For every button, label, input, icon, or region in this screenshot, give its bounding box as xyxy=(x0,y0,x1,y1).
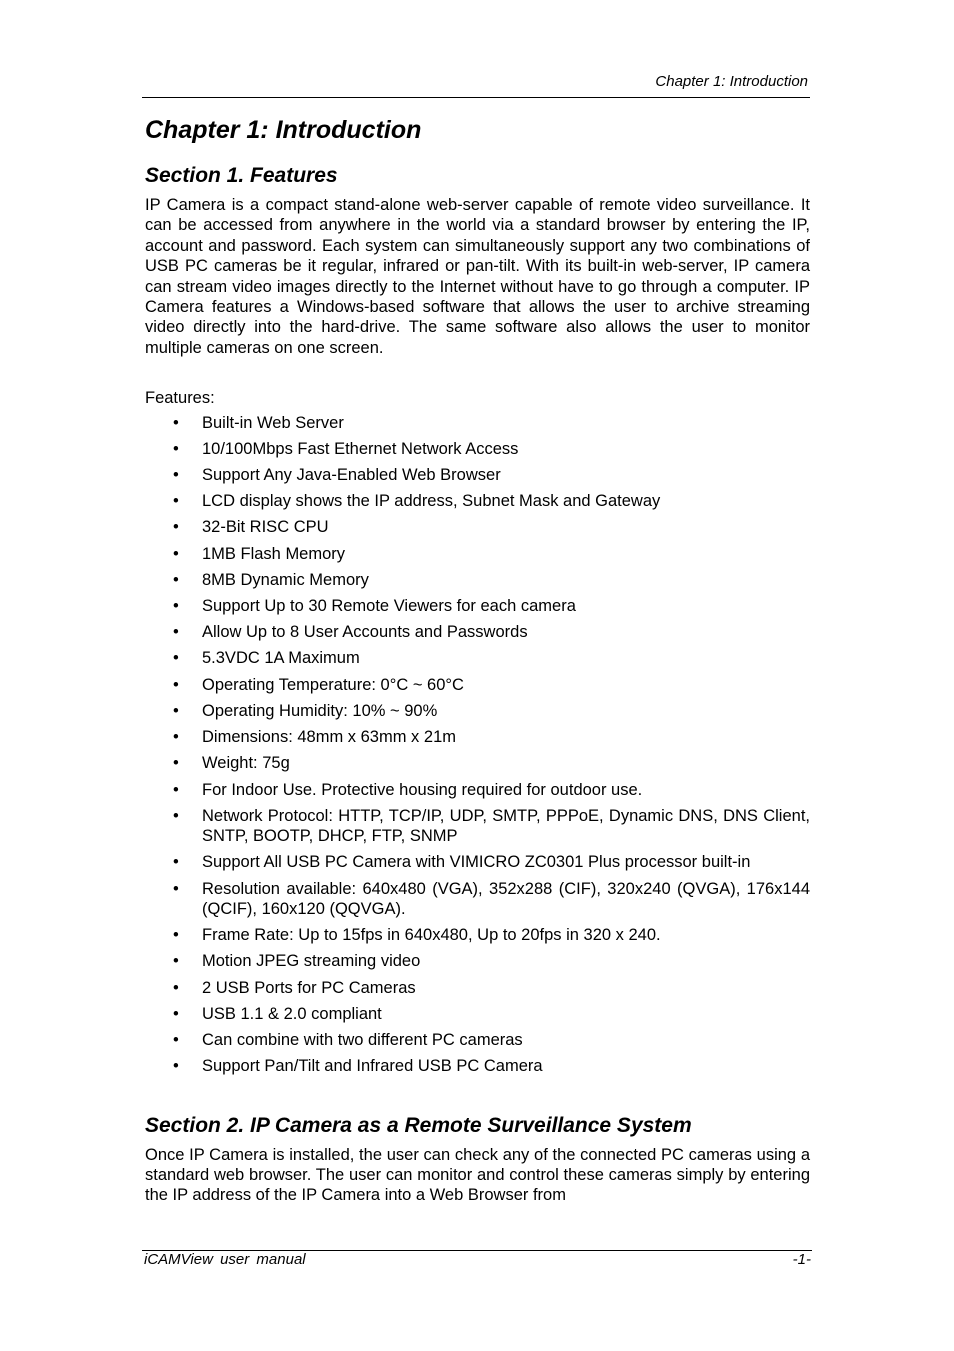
bullet-icon: • xyxy=(173,853,179,872)
bullet-icon: • xyxy=(173,926,179,945)
feature-item xyxy=(145,806,810,847)
bullet-icon: • xyxy=(173,1057,179,1076)
feature-item xyxy=(145,675,810,695)
bullet-icon: • xyxy=(173,675,179,694)
feature-item xyxy=(145,727,810,747)
bullet-icon: • xyxy=(173,1004,179,1023)
feature-item xyxy=(145,465,810,485)
feature-text: Resolution available: 640x480 (VGA), 352x288 (CIF), 320x240 (QVGA), 176x144 (QCIF), 160x120 (QQVGA). xyxy=(202,879,810,918)
feature-text: 10/100Mbps Fast Ethernet Network Access xyxy=(202,439,519,458)
feature-item xyxy=(145,978,810,998)
running-header: Chapter 1: Introduction xyxy=(655,73,808,90)
feature-text: Allow Up to 8 User Accounts and Passwords xyxy=(202,623,528,642)
section2-title: Section 2. IP Camera as a Remote Surveillance System xyxy=(145,1113,692,1137)
feature-text: Support All USB PC Camera with VIMICRO ZC0301 Plus processor built-in xyxy=(202,853,751,872)
feature-text: Support Pan/Tilt and Infrared USB PC Camera xyxy=(202,1057,543,1076)
feature-item xyxy=(145,544,810,564)
feature-item xyxy=(145,648,810,668)
bullet-icon: • xyxy=(173,570,179,589)
feature-text: Operating Humidity: 10% ~ 90% xyxy=(202,701,438,720)
features-list xyxy=(145,413,810,1077)
feature-text: Built-in Web Server xyxy=(202,413,344,432)
feature-text: Support Any Java-Enabled Web Browser xyxy=(202,466,501,485)
bullet-icon: • xyxy=(173,439,179,458)
bullet-icon: • xyxy=(173,492,179,511)
feature-text: Motion JPEG streaming video xyxy=(202,952,421,971)
section1-paragraph: IP Camera is a compact stand-alone web-server capable of remote video surveillance. It can be accessed from anywhere in the world via a standard browser by entering the IP, account and password. Each system can simultaneously support any two combinations of USB PC cameras be it regular, infrared or pan-tilt. With its built-in web-server, IP camera can stream video images directly to the Internet without have to go through a computer. IP Camera features a Windows-based software that allows the user to archive streaming video directly into the hard-drive. The same software also allows the user to monitor multiple cameras on one screen. xyxy=(145,196,810,357)
feature-item xyxy=(145,1030,810,1050)
bullet-icon: • xyxy=(173,413,179,432)
feature-text: Can combine with two different PC cameras xyxy=(202,1030,523,1049)
bullet-icon: • xyxy=(173,623,179,642)
bullet-icon: • xyxy=(173,806,179,825)
feature-text: LCD display shows the IP address, Subnet Mask and Gateway xyxy=(202,492,661,511)
feature-text: Dimensions: 48mm x 63mm x 21m xyxy=(202,728,456,747)
feature-item xyxy=(145,925,810,945)
feature-text: Frame Rate: Up to 15fps in 640x480, Up to 20fps in 320 x 240. xyxy=(202,926,661,945)
feature-item xyxy=(145,413,810,433)
bullet-icon: • xyxy=(173,701,179,720)
feature-text: 2 USB Ports for PC Cameras xyxy=(202,978,416,997)
feature-item xyxy=(145,879,810,920)
chapter-title: Chapter 1: Introduction xyxy=(145,116,422,144)
feature-item xyxy=(145,1056,810,1076)
feature-text: 1MB Flash Memory xyxy=(202,544,346,563)
page-content xyxy=(145,112,810,1206)
feature-item xyxy=(145,951,810,971)
header-rule xyxy=(142,97,810,98)
bullet-icon: • xyxy=(173,518,179,537)
feature-item xyxy=(145,622,810,642)
section2-paragraph: Once IP Camera is installed, the user can check any of the connected PC cameras using a standard web browser. The user can monitor and control these cameras simply by entering the IP address of the IP Camera into a Web Browser from xyxy=(145,1145,810,1205)
feature-text: 32-Bit RISC CPU xyxy=(202,518,329,537)
bullet-icon: • xyxy=(173,879,179,898)
bullet-icon: • xyxy=(173,649,179,668)
feature-item xyxy=(145,852,810,872)
bullet-icon: • xyxy=(173,780,179,799)
bullet-icon: • xyxy=(173,466,179,485)
feature-text: Weight: 75g xyxy=(202,754,290,773)
features-label: Features: xyxy=(145,389,215,408)
feature-item xyxy=(145,701,810,721)
section1-title: Section 1. Features xyxy=(145,164,338,187)
feature-text: Network Protocol: HTTP, TCP/IP, UDP, SMTP, PPPoE, Dynamic DNS, DNS Client, SNTP, BOOTP, DHCP, FTP, SNMP xyxy=(202,806,810,846)
feature-item xyxy=(145,570,810,590)
footer-manual-name: iCAMView user manual xyxy=(144,1251,306,1268)
bullet-icon: • xyxy=(173,978,179,997)
feature-item xyxy=(145,517,810,537)
feature-item xyxy=(145,1004,810,1024)
feature-text: 5.3VDC 1A Maximum xyxy=(202,649,360,668)
feature-text: For Indoor Use. Protective housing required for outdoor use. xyxy=(202,780,643,799)
bullet-icon: • xyxy=(173,1030,179,1049)
bullet-icon: • xyxy=(173,952,179,971)
feature-item xyxy=(145,780,810,800)
bullet-icon: • xyxy=(173,728,179,747)
bullet-icon: • xyxy=(173,754,179,773)
feature-text: Support Up to 30 Remote Viewers for each camera xyxy=(202,597,576,616)
bullet-icon: • xyxy=(173,597,179,616)
footer-page-number: -1- xyxy=(792,1251,811,1268)
feature-item xyxy=(145,439,810,459)
bullet-icon: • xyxy=(173,544,179,563)
feature-text: 8MB Dynamic Memory xyxy=(202,570,369,589)
feature-text: USB 1.1 & 2.0 compliant xyxy=(202,1004,382,1023)
feature-item xyxy=(145,596,810,616)
feature-text: Operating Temperature: 0°C ~ 60°C xyxy=(202,675,464,694)
feature-item xyxy=(145,491,810,511)
feature-item xyxy=(145,753,810,773)
